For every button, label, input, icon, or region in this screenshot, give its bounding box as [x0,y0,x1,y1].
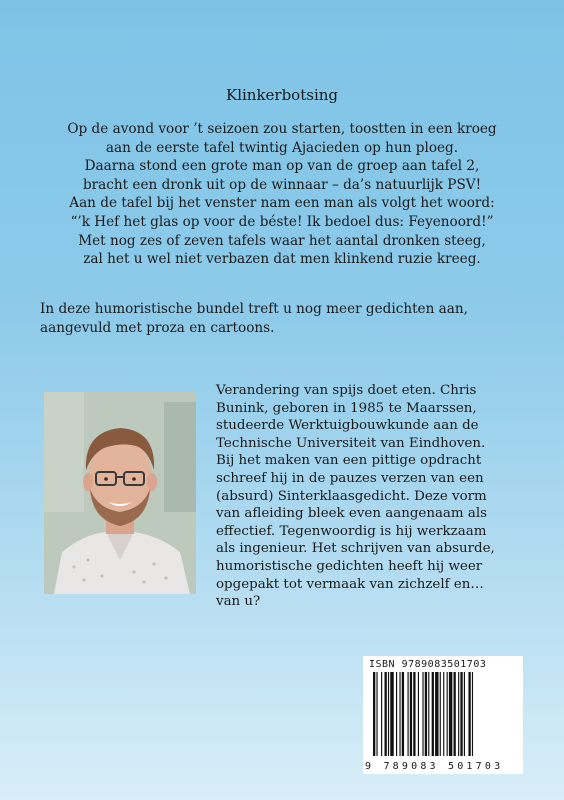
barcode-bar [447,672,448,756]
author-bio [216,382,546,611]
isbn-label: ISBN 9789083501703 [369,659,487,670]
barcode-bar [443,672,444,756]
barcode-bar [390,672,393,756]
barcode-bar [396,672,397,756]
barcode-bar [413,672,415,756]
bio-line: (absurd) Sinterklaasgedicht. Deze vorm [216,488,487,504]
barcode-bar [458,672,459,756]
intro-line: In deze humoristische bundel treft u nog meer gedichten aan, [40,301,468,317]
author-photo [44,392,196,594]
barcode-bar [428,672,429,756]
poem-body [40,120,524,269]
poem-line: bracht een dronk uit op de winnaar – da’s natuurlijk PSV! [82,176,482,193]
barcode-bar [425,672,427,756]
intro-text [40,300,540,338]
barcode-bars [373,672,513,756]
barcode-bar [464,672,465,756]
bio-line: van afleiding bleek even aangenaam als [216,506,487,522]
isbn-barcode [363,656,523,774]
bio-line: Technische Universiteit van Eindhoven. [216,435,486,451]
barcode-bar [385,672,387,756]
barcode-bar [472,672,473,756]
bio-line: Verandering van spijs doet eten. Chris [216,383,477,398]
barcode-bar [418,672,419,756]
poem-line: Daarna stond een grote man op van de groep aan tafel 2, [84,158,480,175]
poem-line: Aan de tafel bij het venster nam een man als volgt het woord: [69,195,495,212]
barcode-bar [468,672,470,756]
barcode-bar [422,672,423,756]
author-portrait-illustration [44,392,196,594]
bio-line: effectief. Tegenwoordig is hij werkzaam [216,523,487,539]
barcode-bar [399,672,400,756]
bio-line: humoristische gedichten heeft hij weer [216,558,483,574]
poem-line: Met nog zes of zeven tafels waar het aantal dronken steeg, [78,232,486,249]
intro-line: aangevuld met proza en cartoons. [40,320,275,336]
barcode-bar [435,672,438,756]
bio-line: als ingenieur. Het schrijven van absurde, [216,541,495,557]
barcode-bar [381,672,382,756]
barcode-bar [454,672,456,756]
bio-line: Bij het maken van een pittige opdracht [216,453,482,469]
bio-line: van u? [216,594,261,610]
barcode-bar [373,672,375,756]
barcode-bar [402,672,404,756]
barcode-bar [440,672,441,756]
poem-line: Op de avond voor ’t seizoen zou starten, toostten in een kroeg [67,121,497,137]
barcode-bar [449,672,452,756]
bio-line: schreef hij in de pauzes verzen van een [216,470,484,486]
barcode-bar [410,672,412,756]
poem-line: zal het u wel niet verbazen dat men klinkend ruzie kreeg. [83,251,481,268]
isbn-digits: 9 789083 501703 [365,761,504,772]
bio-line: opgepakt tot vermaak van zichzelf en… [216,576,484,592]
poem-line: aan de eerste tafel twintig Ajacieden op hun ploeg. [105,139,459,156]
poem-title: Klinkerbotsing [225,86,339,104]
bio-line: Bunink, geboren in 1985 te Maarssen, [216,400,477,416]
bio-line: studeerde Werktuigbouwkunde aan de [216,418,479,434]
barcode-bar [408,672,409,756]
barcode-bar [460,672,462,756]
barcode-bar [376,672,377,756]
barcode-bar [388,672,389,756]
poem-line: “’k Hef het glas op voor de béste! Ik bedoel dus: Feyenoord!” [70,213,494,230]
barcode-bar [432,672,434,756]
